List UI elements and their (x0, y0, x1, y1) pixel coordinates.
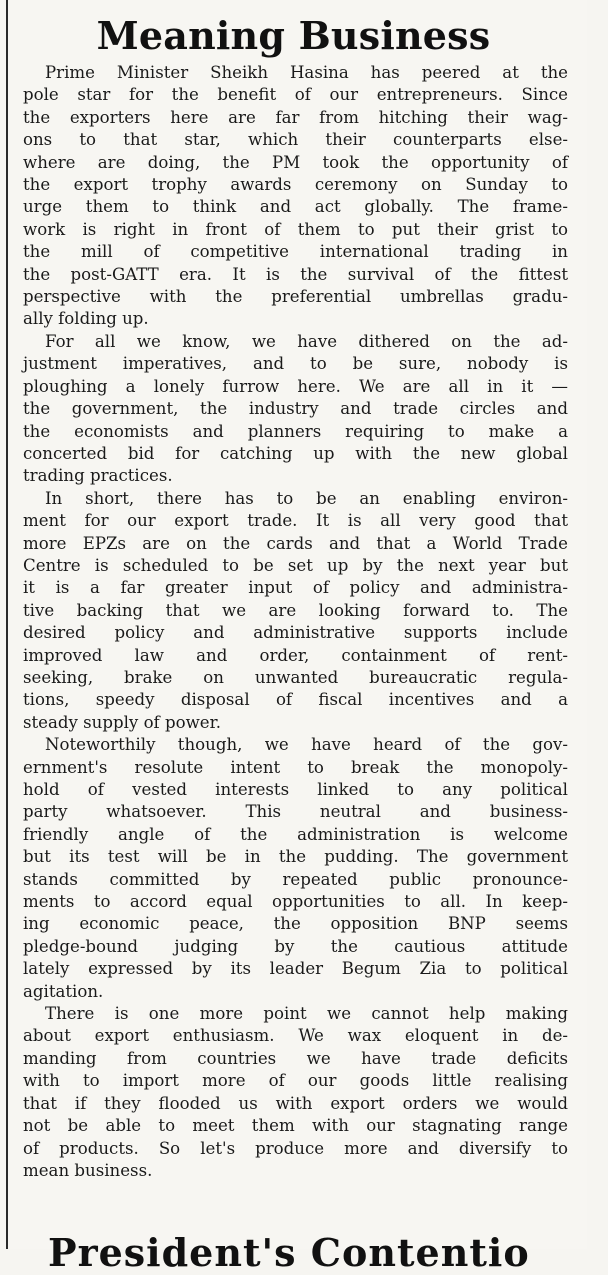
text-line: In short, there has to be an enabling environ- (45, 488, 568, 508)
text-line: party whatsoever. This neutral and business- (23, 802, 568, 822)
text-line: but its test will be in the pudding. The government (23, 847, 568, 867)
text-line: Prime Minister Sheikh Hasina has peered at the (45, 63, 568, 82)
text-line: about export enthusiasm. We wax eloquent in de- (23, 1026, 568, 1046)
article-paragraph (23, 734, 568, 1003)
article-paragraph (23, 331, 568, 488)
text-line: ing economic peace, the opposition BNP seems (23, 914, 568, 934)
text-line: where are doing, the PM took the opportunity of (23, 152, 568, 172)
text-line: that if they flooded us with export orders we would (23, 1093, 568, 1113)
text-line: ons to that star, which their counterparts else- (23, 130, 568, 150)
text-line: pole star for the benefit of our entrepreneurs. Since (23, 85, 568, 105)
text-line: the government, the industry and trade circles and (23, 399, 568, 419)
text-line: the mill of competitive international trading in (23, 242, 568, 262)
text-line: the economists and planners requiring to make a (23, 421, 568, 441)
text-line: improved law and order, containment of rent- (23, 645, 568, 665)
text-line: seeking, brake on unwanted bureaucratic regula- (23, 667, 568, 687)
text-line: more EPZs are on the cards and that a World Trade (23, 533, 568, 553)
text-line: steady supply of power. (23, 712, 221, 732)
text-line: perspective with the preferential umbrellas gradu- (23, 287, 568, 307)
text-line: urge them to think and act globally. The frame- (23, 197, 568, 217)
text-line: For all we know, we have dithered on the ad- (45, 331, 568, 351)
text-line: manding from countries we have trade deficits (23, 1048, 568, 1068)
text-line: it is a far greater input of policy and administra- (23, 578, 568, 598)
text-line: ally folding up. (23, 309, 149, 329)
text-line: There is one more point we cannot help making (45, 1004, 568, 1024)
article-paragraph (23, 62, 568, 331)
article-headline: Meaning Business (96, 13, 491, 58)
next-article-headline: President's Contentio (48, 1230, 530, 1275)
text-line: hold of vested interests linked to any political (23, 780, 568, 799)
text-line: lately expressed by its leader Begum Zia to political (23, 959, 568, 979)
text-line: trading practices. (23, 466, 173, 486)
text-line: agitation. (23, 981, 104, 1001)
text-line: ploughing a lonely furrow here. We are all in it — (23, 376, 568, 396)
text-line: pledge-bound judging by the cautious attitude (23, 936, 568, 956)
text-line: tions, speedy disposal of fiscal incentives and a (23, 690, 568, 710)
text-line: tive backing that we are looking forward to. The (23, 600, 568, 620)
text-line: mean business. (23, 1160, 153, 1180)
text-line: ment for our export trade. It is all very good that (23, 511, 568, 531)
text-line: friendly angle of the administration is welcome (23, 824, 568, 844)
text-line: ments to accord equal opportunities to all. In keep- (23, 892, 568, 912)
column-rule (6, 0, 8, 1249)
text-line: the export trophy awards ceremony on Sunday to (23, 175, 568, 195)
text-line: not be able to meet them with our stagnating range (23, 1116, 568, 1136)
text-line: ernment's resolute intent to break the monopoly- (23, 757, 568, 777)
text-line: stands committed by repeated public pronounce- (23, 869, 568, 889)
text-line: work is right in front of them to put their grist to (23, 219, 568, 239)
text-line: concerted bid for catching up with the new global (23, 443, 568, 463)
text-line: desired policy and administrative supports include (23, 623, 568, 643)
text-line: Centre is scheduled to be set up by the next year but (23, 555, 568, 575)
text-line: with to import more of our goods little realising (23, 1071, 568, 1091)
article-paragraph (23, 1003, 568, 1182)
text-line: Noteworthily though, we have heard of the gov- (45, 735, 568, 755)
text-line: the exporters here are far from hitching their wag- (23, 107, 568, 127)
article-body (23, 62, 568, 1182)
text-line: justment imperatives, and to be sure, nobody is (23, 354, 568, 374)
text-line: the post-GATT era. It is the survival of the fittest (23, 264, 568, 284)
article-paragraph (23, 488, 568, 734)
text-line: of products. So let's produce more and diversify to (23, 1138, 568, 1158)
